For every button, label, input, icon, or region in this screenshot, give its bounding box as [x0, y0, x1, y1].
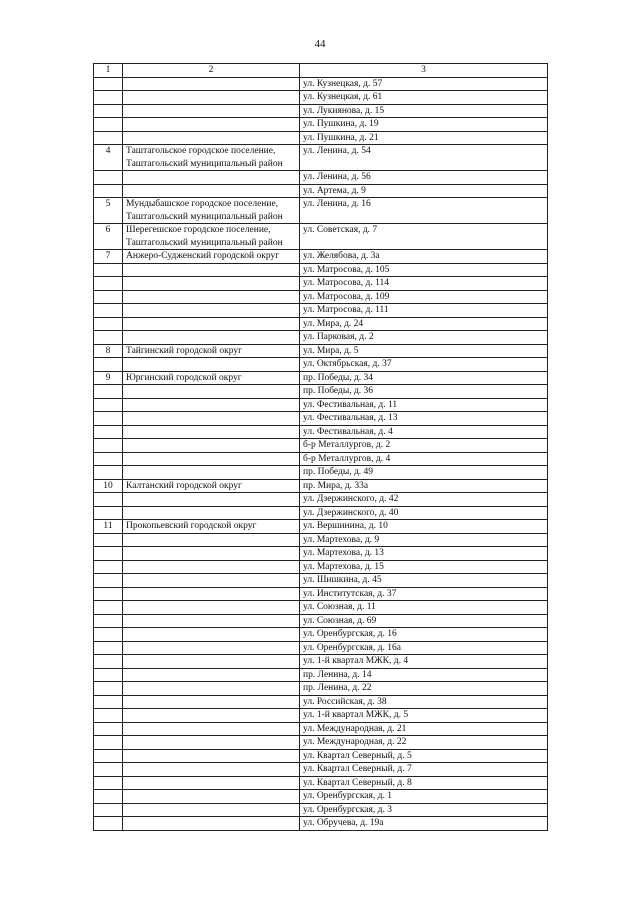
row-address: ул. Пушкина, д. 21 — [300, 131, 548, 145]
row-number — [94, 587, 123, 601]
row-number — [94, 547, 123, 561]
row-number — [94, 803, 123, 817]
row-number: 9 — [94, 371, 123, 385]
row-address: ул. Желябова, д. 3а — [300, 250, 548, 264]
table-row — [94, 587, 548, 601]
row-number: 8 — [94, 344, 123, 358]
row-municipality — [123, 118, 300, 132]
table-row — [94, 412, 548, 426]
row-municipality — [123, 790, 300, 804]
table-row — [94, 641, 548, 655]
row-address: ул. Лукиянова, д. 15 — [300, 104, 548, 118]
row-address: пр. Победы, д. 36 — [300, 385, 548, 399]
table-row — [94, 682, 548, 696]
row-municipality — [123, 385, 300, 399]
table-row — [94, 533, 548, 547]
row-address: ул. Союзная, д. 69 — [300, 614, 548, 628]
row-municipality — [123, 817, 300, 831]
row-municipality — [123, 131, 300, 145]
row-municipality: Калтанский городской округ — [123, 479, 300, 493]
row-address: пр. Победы, д. 49 — [300, 466, 548, 480]
table-row — [94, 790, 548, 804]
row-address: пр. Ленина, д. 22 — [300, 682, 548, 696]
row-address: ул. Вершинина, д. 10 — [300, 520, 548, 534]
row-number — [94, 736, 123, 750]
table-row — [94, 614, 548, 628]
row-number: 5 — [94, 198, 123, 224]
row-municipality — [123, 560, 300, 574]
row-number — [94, 574, 123, 588]
row-municipality — [123, 493, 300, 507]
row-address: ул. Артема, д. 9 — [300, 184, 548, 198]
row-number: 11 — [94, 520, 123, 534]
table-row — [94, 385, 548, 399]
row-number: 6 — [94, 224, 123, 250]
table-row — [94, 171, 548, 185]
row-municipality — [123, 695, 300, 709]
row-municipality — [123, 614, 300, 628]
table-row — [94, 520, 548, 534]
row-municipality: Таштагольское городское поселение, Таштагольский муниципальный район — [123, 145, 300, 171]
row-number — [94, 452, 123, 466]
table-row — [94, 763, 548, 777]
table-row — [94, 817, 548, 831]
row-number — [94, 77, 123, 91]
table-row — [94, 118, 548, 132]
row-municipality — [123, 776, 300, 790]
table-header-row — [94, 64, 548, 78]
row-address: пр. Ленина, д. 14 — [300, 668, 548, 682]
row-number — [94, 601, 123, 615]
table-row — [94, 304, 548, 318]
row-address: б-р Металлургов, д. 2 — [300, 439, 548, 453]
row-municipality — [123, 398, 300, 412]
row-number — [94, 641, 123, 655]
header-col-3: 3 — [300, 64, 548, 78]
table-row — [94, 145, 548, 171]
table-row — [94, 803, 548, 817]
row-municipality: Анжеро-Судженский городской округ — [123, 250, 300, 264]
table-row — [94, 263, 548, 277]
table-row — [94, 709, 548, 723]
row-municipality — [123, 77, 300, 91]
table-row — [94, 331, 548, 345]
table-row — [94, 250, 548, 264]
row-address: пр. Победы, д. 34 — [300, 371, 548, 385]
row-address: ул. 1-й квартал МЖК, д. 4 — [300, 655, 548, 669]
table-row — [94, 574, 548, 588]
row-address: ул. Матросова, д. 111 — [300, 304, 548, 318]
row-municipality — [123, 104, 300, 118]
table-row — [94, 736, 548, 750]
row-number — [94, 277, 123, 291]
row-municipality — [123, 736, 300, 750]
row-number: 10 — [94, 479, 123, 493]
row-municipality — [123, 682, 300, 696]
row-number — [94, 776, 123, 790]
table-row — [94, 506, 548, 520]
row-number — [94, 709, 123, 723]
row-address: ул. 1-й квартал МЖК, д. 5 — [300, 709, 548, 723]
row-municipality — [123, 709, 300, 723]
row-municipality — [123, 641, 300, 655]
row-address: ул. Оренбургская, д. 1 — [300, 790, 548, 804]
table-row — [94, 91, 548, 105]
row-address: ул. Дзержинского, д. 40 — [300, 506, 548, 520]
table-row — [94, 776, 548, 790]
table-row — [94, 398, 548, 412]
table-row — [94, 184, 548, 198]
row-address: ул. Кузнецкая, д. 61 — [300, 91, 548, 105]
table-row — [94, 493, 548, 507]
row-municipality — [123, 439, 300, 453]
header-col-1: 1 — [94, 64, 123, 78]
row-municipality — [123, 425, 300, 439]
row-address: ул. Фестивальная, д. 4 — [300, 425, 548, 439]
row-municipality — [123, 263, 300, 277]
row-address: ул. Мира, д. 5 — [300, 344, 548, 358]
row-municipality — [123, 533, 300, 547]
table-row — [94, 655, 548, 669]
row-address: ул. Ленина, д. 56 — [300, 171, 548, 185]
row-number — [94, 695, 123, 709]
row-number — [94, 614, 123, 628]
table-row — [94, 277, 548, 291]
row-municipality — [123, 331, 300, 345]
row-number — [94, 91, 123, 105]
row-municipality — [123, 290, 300, 304]
row-number: 4 — [94, 145, 123, 171]
table-row — [94, 560, 548, 574]
row-address: ул. Ленина, д. 54 — [300, 145, 548, 171]
row-address: ул. Парковая, д. 2 — [300, 331, 548, 345]
row-municipality — [123, 803, 300, 817]
row-number — [94, 506, 123, 520]
table-row — [94, 466, 548, 480]
row-address: ул. Оренбургская, д. 16а — [300, 641, 548, 655]
row-number — [94, 290, 123, 304]
row-municipality: Тайгинский городской округ — [123, 344, 300, 358]
row-address: ул. Институтская, д. 37 — [300, 587, 548, 601]
row-address: ул. Союзная, д. 11 — [300, 601, 548, 615]
row-municipality — [123, 171, 300, 185]
table-row — [94, 722, 548, 736]
row-number — [94, 533, 123, 547]
row-number — [94, 171, 123, 185]
row-number — [94, 439, 123, 453]
row-number — [94, 682, 123, 696]
row-number — [94, 398, 123, 412]
row-municipality — [123, 628, 300, 642]
row-municipality: Мундыбашское городское поселение, Таштагольский муниципальный район — [123, 198, 300, 224]
table-row — [94, 547, 548, 561]
table-row — [94, 371, 548, 385]
row-municipality — [123, 655, 300, 669]
row-municipality — [123, 452, 300, 466]
row-municipality — [123, 574, 300, 588]
row-address: ул. Российская, д. 38 — [300, 695, 548, 709]
row-number — [94, 817, 123, 831]
row-municipality — [123, 277, 300, 291]
row-number: 7 — [94, 250, 123, 264]
row-address: ул. Матросова, д. 109 — [300, 290, 548, 304]
table-row — [94, 224, 548, 250]
table-row — [94, 439, 548, 453]
row-number — [94, 184, 123, 198]
page-number: 44 — [314, 38, 326, 50]
row-municipality — [123, 722, 300, 736]
header-col-2: 2 — [123, 64, 300, 78]
row-address: ул. Оренбургская, д. 3 — [300, 803, 548, 817]
row-address: ул. Обручева, д. 19а — [300, 817, 548, 831]
table-row — [94, 668, 548, 682]
row-address: ул. Матросова, д. 114 — [300, 277, 548, 291]
row-address: ул. Фестивальная, д. 11 — [300, 398, 548, 412]
table-row — [94, 198, 548, 224]
row-address: ул. Пушкина, д. 19 — [300, 118, 548, 132]
row-address: ул. Квартал Северный, д. 5 — [300, 749, 548, 763]
row-address: ул. Международная, д. 21 — [300, 722, 548, 736]
row-municipality — [123, 412, 300, 426]
row-number — [94, 668, 123, 682]
row-address: ул. Мартехова, д. 9 — [300, 533, 548, 547]
table-row — [94, 479, 548, 493]
row-number — [94, 749, 123, 763]
table-row — [94, 695, 548, 709]
table-row — [94, 749, 548, 763]
row-municipality: Юргинский городской округ — [123, 371, 300, 385]
row-number — [94, 263, 123, 277]
row-number — [94, 304, 123, 318]
table-row — [94, 290, 548, 304]
row-address: ул. Шишкина, д. 45 — [300, 574, 548, 588]
row-number — [94, 131, 123, 145]
row-address: ул. Ленина, д. 16 — [300, 198, 548, 224]
row-municipality — [123, 749, 300, 763]
row-municipality — [123, 547, 300, 561]
row-municipality — [123, 506, 300, 520]
row-address: пр. Мира, д. 33а — [300, 479, 548, 493]
row-address: ул. Мартехова, д. 13 — [300, 547, 548, 561]
row-municipality — [123, 91, 300, 105]
row-number — [94, 317, 123, 331]
row-address: ул. Матросова, д. 105 — [300, 263, 548, 277]
row-address: ул. Дзержинского, д. 42 — [300, 493, 548, 507]
row-number — [94, 331, 123, 345]
row-address: ул. Советская, д. 7 — [300, 224, 548, 250]
table-row — [94, 344, 548, 358]
row-municipality — [123, 601, 300, 615]
address-table — [93, 63, 548, 831]
row-number — [94, 118, 123, 132]
row-number — [94, 425, 123, 439]
row-municipality: Прокопьевский городской округ — [123, 520, 300, 534]
row-address: б-р Металлургов, д. 4 — [300, 452, 548, 466]
table-row — [94, 425, 548, 439]
table-row — [94, 628, 548, 642]
table-row — [94, 358, 548, 372]
row-number — [94, 104, 123, 118]
row-number — [94, 466, 123, 480]
table-row — [94, 317, 548, 331]
table-row — [94, 77, 548, 91]
row-number — [94, 763, 123, 777]
row-number — [94, 493, 123, 507]
row-number — [94, 628, 123, 642]
row-municipality — [123, 358, 300, 372]
row-address: ул. Квартал Северный, д. 7 — [300, 763, 548, 777]
row-number — [94, 560, 123, 574]
row-municipality — [123, 668, 300, 682]
row-number — [94, 412, 123, 426]
row-municipality — [123, 317, 300, 331]
table-row — [94, 452, 548, 466]
row-number — [94, 655, 123, 669]
row-address: ул. Мартехова, д. 15 — [300, 560, 548, 574]
row-address: ул. Мира, д. 24 — [300, 317, 548, 331]
row-municipality — [123, 466, 300, 480]
row-municipality — [123, 304, 300, 318]
row-address: ул. Квартал Северный, д. 8 — [300, 776, 548, 790]
table-row — [94, 131, 548, 145]
row-number — [94, 790, 123, 804]
row-address: ул. Международная, д. 22 — [300, 736, 548, 750]
row-municipality: Шерегешское городское поселение, Таштагольский муниципальный район — [123, 224, 300, 250]
row-address: ул. Фестивальная, д. 13 — [300, 412, 548, 426]
row-municipality — [123, 587, 300, 601]
table-row — [94, 104, 548, 118]
row-number — [94, 385, 123, 399]
row-number — [94, 722, 123, 736]
row-address: ул. Оренбургская, д. 16 — [300, 628, 548, 642]
row-number — [94, 358, 123, 372]
row-municipality — [123, 184, 300, 198]
row-municipality — [123, 763, 300, 777]
row-address: ул. Кузнецкая, д. 57 — [300, 77, 548, 91]
row-address: ул. Октябрьская, д. 37 — [300, 358, 548, 372]
table-row — [94, 601, 548, 615]
